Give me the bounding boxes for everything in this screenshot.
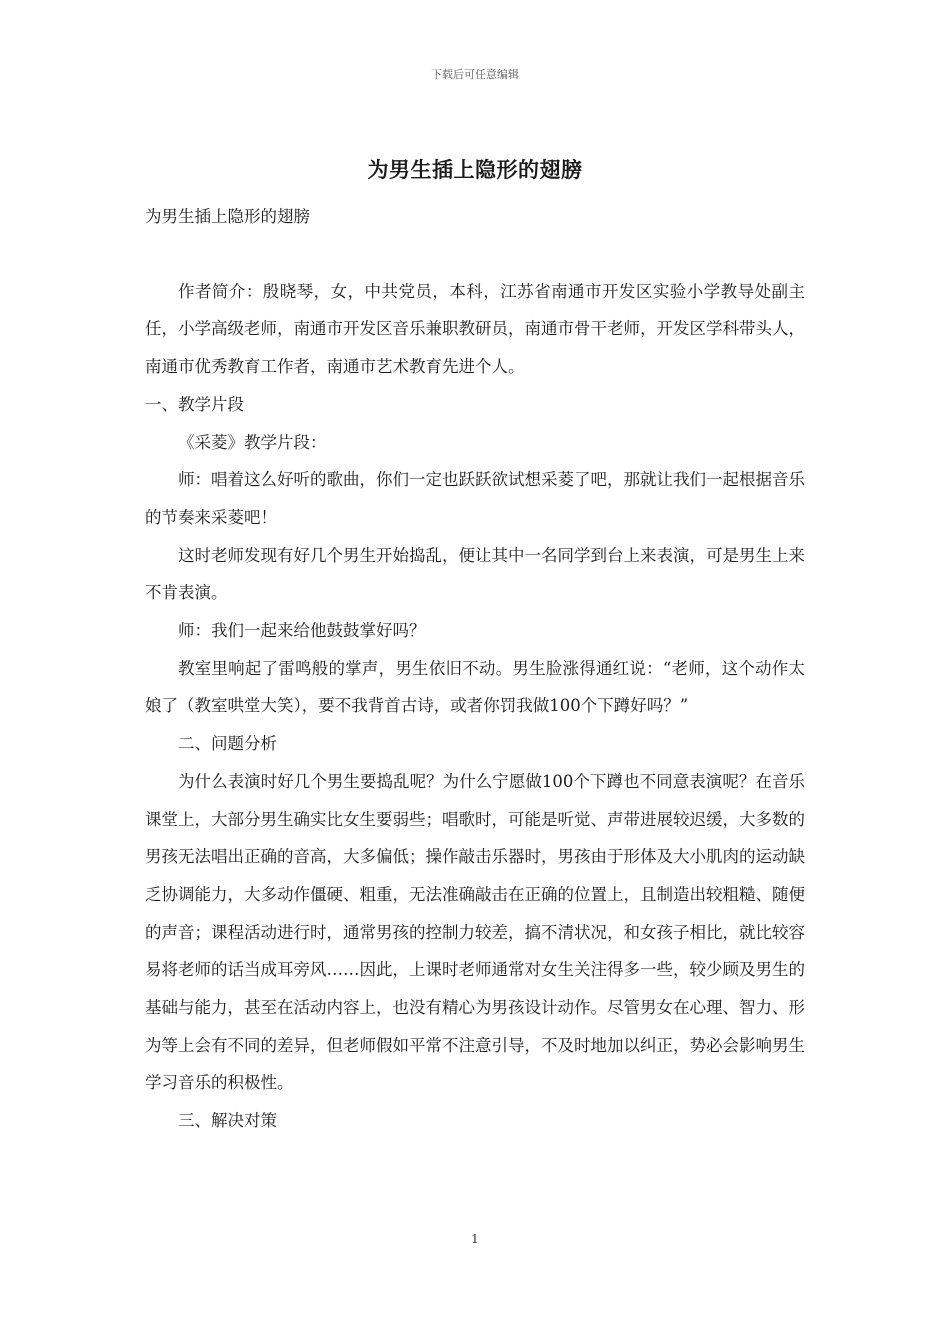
analysis-paragraph: 为什么表演时好几个男生要捣乱呢？为什么宁愿做100个下蹲也不同意表演呢？在音乐课堂上，大部分男生确实比女生要弱些；唱歌时，可能是听觉、声带进展较迟缓，大多数的男孩无法唱出正确的音高，大多偏低；操作敲击乐器时，男孩由于形体及大小肌肉的运动缺乏协调能力，大多动作僵硬、粗重，无法准确敲击在正确的位置上，且制造出较粗糙、随便的声音；课程活动进行时，通常男孩的控制力较差，搞不清状况，和女孩子相比，就比较容易将老师的话当成耳旁风……因此，上课时老师通常对女生关注得多一些，较少顾及男生的基础与能力，甚至在活动内容上，也没有精心为男孩设计动作。尽管男女在心理、智力、形为等上会有不同的差异，但老师假如平常不注意引导，不及时地加以纠正，势必会影响男生学习音乐的积极性。 xyxy=(145,771,805,1093)
section-heading-solution: 三、解决对策 xyxy=(178,1111,277,1131)
header-note: 下载后可任意编辑 xyxy=(431,68,519,81)
section-heading-teaching: 一、教学片段 xyxy=(145,394,244,414)
teacher-line-1: 师：唱着这么好听的歌曲，你们一定也跃跃欲试想采菱了吧，那就让我们一起根据音乐的节奏来采菱吧！ xyxy=(145,470,805,527)
author-intro-paragraph: 作者简介：殷晓琴，女，中共党员，本科，江苏省南通市开发区实验小学教导处副主任，小学高级老师，南通市开发区音乐兼职教研员，南通市骨干老师，开发区学科带头人，南通市优秀教育工作者，南通市艺术教育先进个人。 xyxy=(145,281,805,377)
subtitle-line: 为男生插上隐形的翅膀 xyxy=(145,207,310,226)
classroom-paragraph: 教室里响起了雷鸣般的掌声，男生依旧不动。男生脸涨得通红说：“老师，这个动作太娘了（教室哄堂大笑），要不我背首古诗，或者你罚我做100个下蹲好吗？” xyxy=(145,658,805,716)
page-number: 1 xyxy=(471,1232,479,1246)
document-body xyxy=(145,198,805,1140)
document-title: 为男生插上隐形的翅膀 xyxy=(367,157,583,182)
blank-line xyxy=(145,236,805,273)
section-heading-analysis: 二、问题分析 xyxy=(178,734,277,754)
teacher-line-2: 师：我们一起来给他鼓鼓掌好吗？ xyxy=(178,621,426,641)
teaching-segment-label: 《采菱》教学片段： xyxy=(178,432,327,452)
narration-paragraph: 这时老师发现有好几个男生开始捣乱，便让其中一名同学到台上来表演，可是男生上来不肯表演。 xyxy=(145,545,805,603)
